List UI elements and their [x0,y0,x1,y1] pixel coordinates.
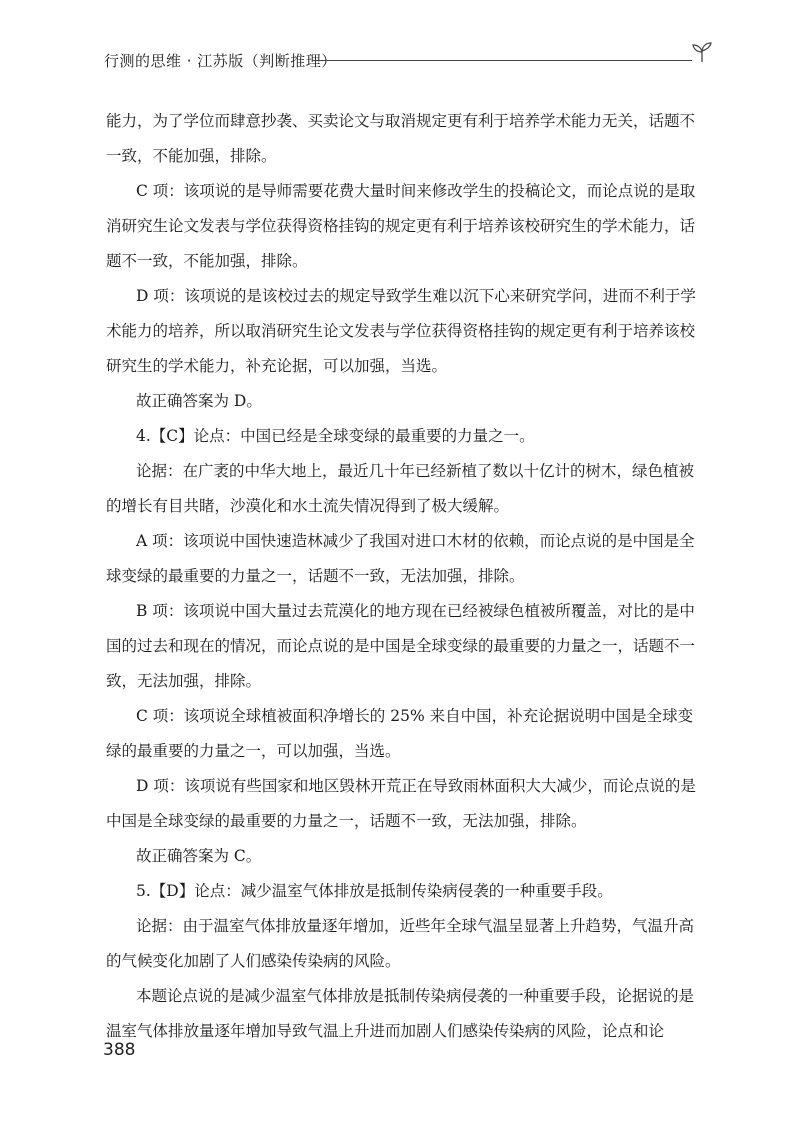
paragraph: 能力，为了学位而肆意抄袭、买卖论文与取消规定更有利于培养学术能力无关，话题不一致，不能加强，排除。 [106,112,696,165]
paragraph: D 项：该项说的是该校过去的规定导致学生难以沉下心来研究学问，进而不利于学术能力的培养，所以取消研究生论文发表与学位获得资格挂钩的规定更有利于培养该校研究生的学术能力，补充论据，可以加强，当选。 [106,287,696,375]
question-heading: 5.【D】论点：减少温室气体排放是抵制传染病侵袭的一种重要手段。 [136,882,613,900]
answer-line: 故正确答案为 D。 [136,392,262,410]
paragraph: 论据：由于温室气体排放量逐年增加，近些年全球气温呈显著上升趋势，气温升高的气候变化加剧了人们感染传染病的风险。 [106,917,695,970]
sprout-icon [690,40,714,64]
paragraph: A 项：该项说中国快速造林减少了我国对进口木材的依赖，而论点说的是中国是全球变绿的最重要的力量之一，话题不一致，无法加强，排除。 [106,532,695,585]
paragraph: 本题论点说的是减少温室气体排放是抵制传染病侵袭的一种重要手段，论据说的是温室气体排放量逐年增加导致气温上升进而加剧人们感染传染病的风险，论点和论 [106,987,695,1040]
paragraph: B 项：该项说中国大量过去荒漠化的地方现在已经被绿色植被所覆盖，对比的是中国的过去和现在的情况，而论点说的是中国是全球变绿的最重要的力量之一，话题不一致，无法加强，排除。 [106,602,696,690]
running-header [104,46,714,76]
book-title: 行测的思维 · 江苏版（判断推理） [104,52,337,70]
paragraph: 论据：在广袤的中华大地上，最近几十年已经新植了数以十亿计的树木，绿色植被的增长有目共睹，沙漠化和水土流失情况得到了极大缓解。 [106,462,695,515]
page-number: 388 [103,1040,136,1060]
paragraph: C 项：该项说的是导师需要花费大量时间来修改学生的投稿论文，而论点说的是取消研究生论文发表与学位获得资格挂钩的规定更有利于培养该校研究生的学术能力，话题不一致，不能加强，排除。 [106,182,696,270]
paragraph: D 项：该项说有些国家和地区毁林开荒正在导致雨林面积大大减少，而论点说的是中国是全球变绿的最重要的力量之一，话题不一致，无法加强，排除。 [106,777,696,830]
paragraph: C 项：该项说全球植被面积净增长的 25% 来自中国，补充论据说明中国是全球变绿的最重要的力量之一，可以加强，当选。 [106,707,694,760]
header-rule [312,60,692,61]
question-heading: 4.【C】论点：中国已经是全球变绿的最重要的力量之一。 [136,427,535,445]
answer-line: 故正确答案为 C。 [136,847,262,865]
body-text [106,104,700,1049]
